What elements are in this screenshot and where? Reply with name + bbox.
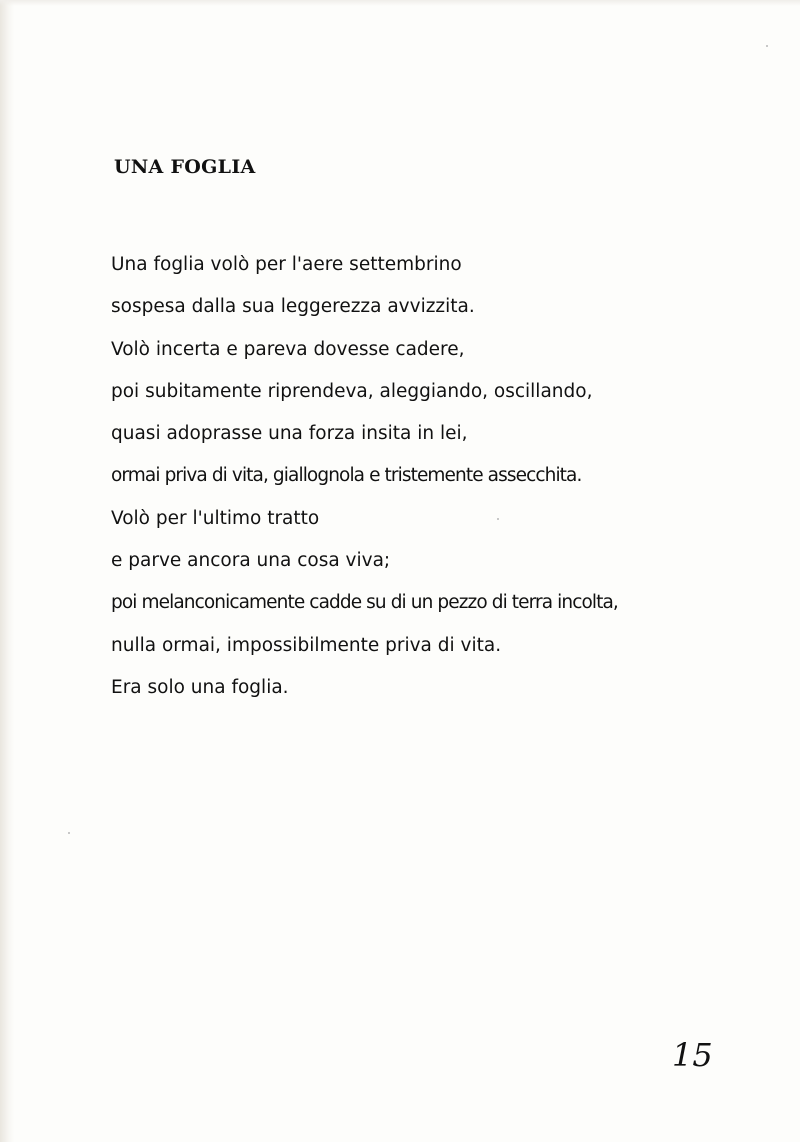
poem-line: nulla ormai, impossibilmente priva di vita. [111,634,502,656]
poem-line: sospesa dalla sua leggerezza avvizzita. [111,296,475,318]
scan-speck [68,832,70,834]
poem-line: ormai priva di vita, giallognola e tristemente assecchita. [111,465,582,487]
page-number: 15 [672,1036,713,1074]
poem-line: Una foglia volò per l'aere settembrino [111,254,462,275]
poem-line: e parve ancora una cosa viva; [111,550,391,572]
poem-line: Volò per l'ultimo tratto [111,507,320,529]
scan-speck [766,45,768,47]
poem-line: poi melanconicamente cadde su di un pezzo di terra incolta, [111,592,618,614]
poem-title: UNA FOGLIA [114,156,256,178]
poem-line: Era solo una foglia. [111,676,289,698]
poem-line: poi subitamente riprendeva, aleggiando, oscillando, [111,380,593,402]
poem-line: Volò incerta e pareva dovesse cadere, [111,338,465,360]
poem-body [111,244,618,709]
poem-line: quasi adoprasse una forza insita in lei, [111,423,468,445]
scan-speck [497,518,499,520]
